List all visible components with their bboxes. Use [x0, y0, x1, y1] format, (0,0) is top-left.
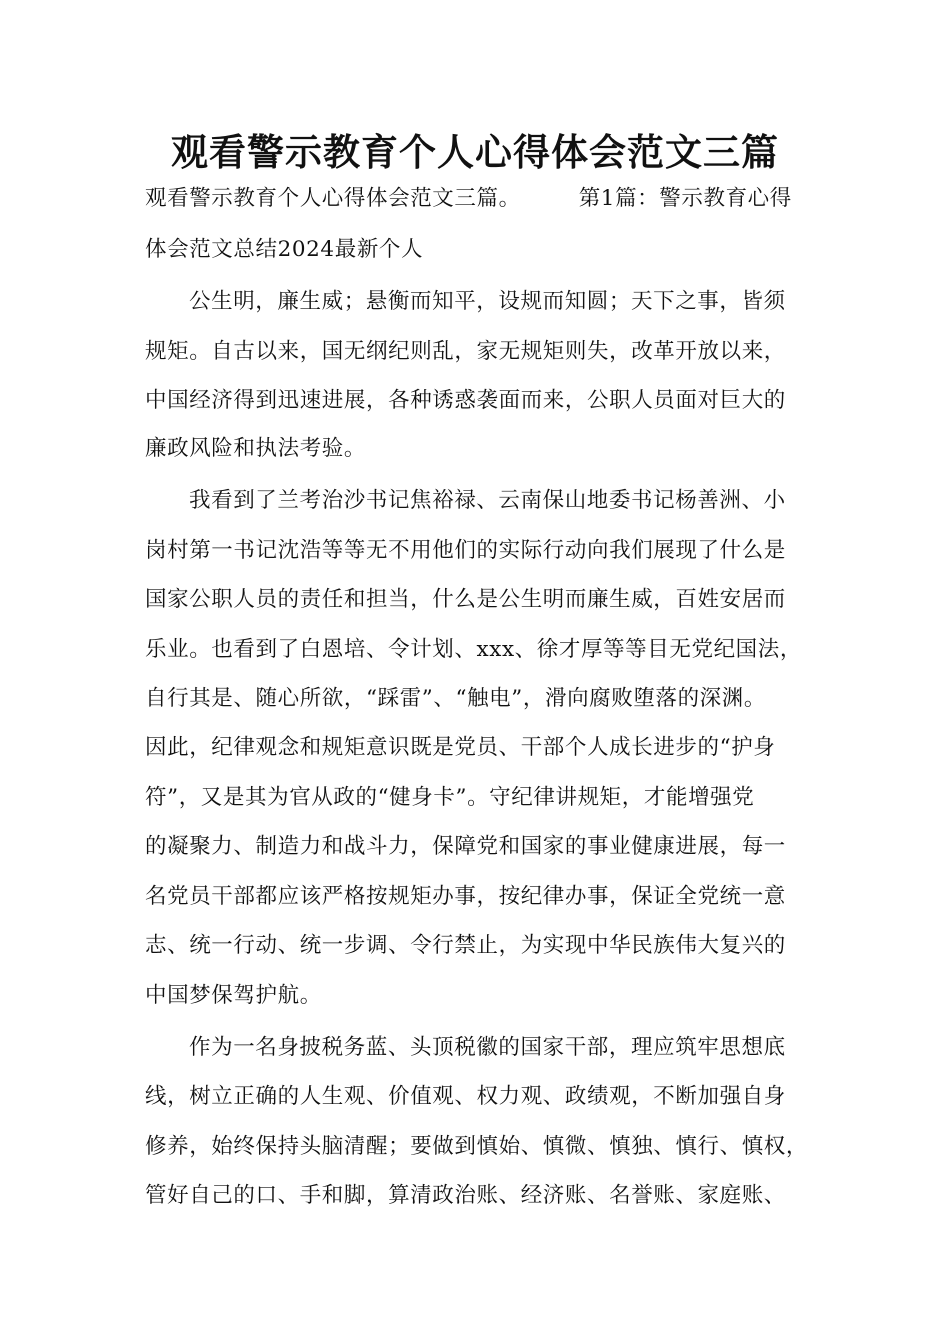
subtitle-part-1: 观看警示教育个人心得体会范文三篇。 — [145, 186, 521, 211]
subtitle-line-2: 体会范文总结2024最新个人 — [145, 237, 424, 262]
paragraph-2-line-1: 我看到了兰考治沙书记焦裕禄、云南保山地委书记杨善洲、小 — [189, 488, 786, 513]
paragraph-3-line-3: 修养，始终保持头脑清醒；要做到慎始、慎微、慎独、慎行、慎权， — [145, 1134, 809, 1159]
paragraph-2-line-9: 名党员干部都应该严格按规矩办事，按纪律办事，保证全党统一意 — [145, 884, 786, 909]
paragraph-2-line-10: 志、统一行动、统一步调、令行禁止，为实现中华民族伟大复兴的 — [145, 933, 786, 958]
paragraph-2-line-5: 自行其是、随心所欲，“踩雷”、“触电”，滑向腐败堕落的深渊。 — [145, 686, 766, 711]
paragraph-1-line-1: 公生明，廉生威；悬衡而知平，设规而知圆；天下之事，皆须 — [189, 289, 786, 314]
paragraph-2-line-8: 的凝聚力、制造力和战斗力，保障党和国家的事业健康进展，每一 — [145, 834, 786, 859]
paragraph-2-line-11: 中国梦保驾护航。 — [145, 983, 322, 1008]
paragraph-3-line-4: 管好自己的口、手和脚，算清政治账、经济账、名誉账、家庭账、 — [145, 1183, 786, 1208]
paragraph-1-line-3: 中国经济得到迅速进展，各种诱惑袭面而来，公职人员面对巨大的 — [145, 388, 786, 413]
paragraph-1-line-2: 规矩。自古以来，国无纲纪则乱，家无规矩则失，改革开放以来， — [145, 339, 786, 364]
paragraph-2-line-4: 乐业。也看到了白恩培、令计划、xxx、徐才厚等等目无党纪国法， — [145, 637, 802, 662]
subtitle-line-1 — [145, 184, 792, 214]
paragraph-2-line-3: 国家公职人员的责任和担当，什么是公生明而廉生威，百姓安居而 — [145, 587, 786, 612]
paragraph-2-line-2: 岗村第一书记沈浩等等无不用他们的实际行动向我们展现了什么是 — [145, 538, 786, 563]
subtitle-part-2: 第1篇：警示教育心得 — [578, 186, 792, 211]
document-title: 观看警示教育个人心得体会范文三篇 — [171, 130, 779, 174]
paragraph-2-line-6: 因此，纪律观念和规矩意识既是党员、干部个人成长进步的“护身 — [145, 735, 776, 760]
paragraph-1-line-4: 廉政风险和执法考验。 — [145, 436, 367, 461]
paragraph-3-line-2: 线，树立正确的人生观、价值观、权力观、政绩观，不断加强自身 — [145, 1084, 786, 1109]
paragraph-2-line-7: 符”，又是其为官从政的“健身卡”。守纪律讲规矩，才能增强党 — [145, 785, 755, 810]
paragraph-3-line-1: 作为一名身披税务蓝、头顶税徽的国家干部，理应筑牢思想底 — [189, 1035, 786, 1060]
